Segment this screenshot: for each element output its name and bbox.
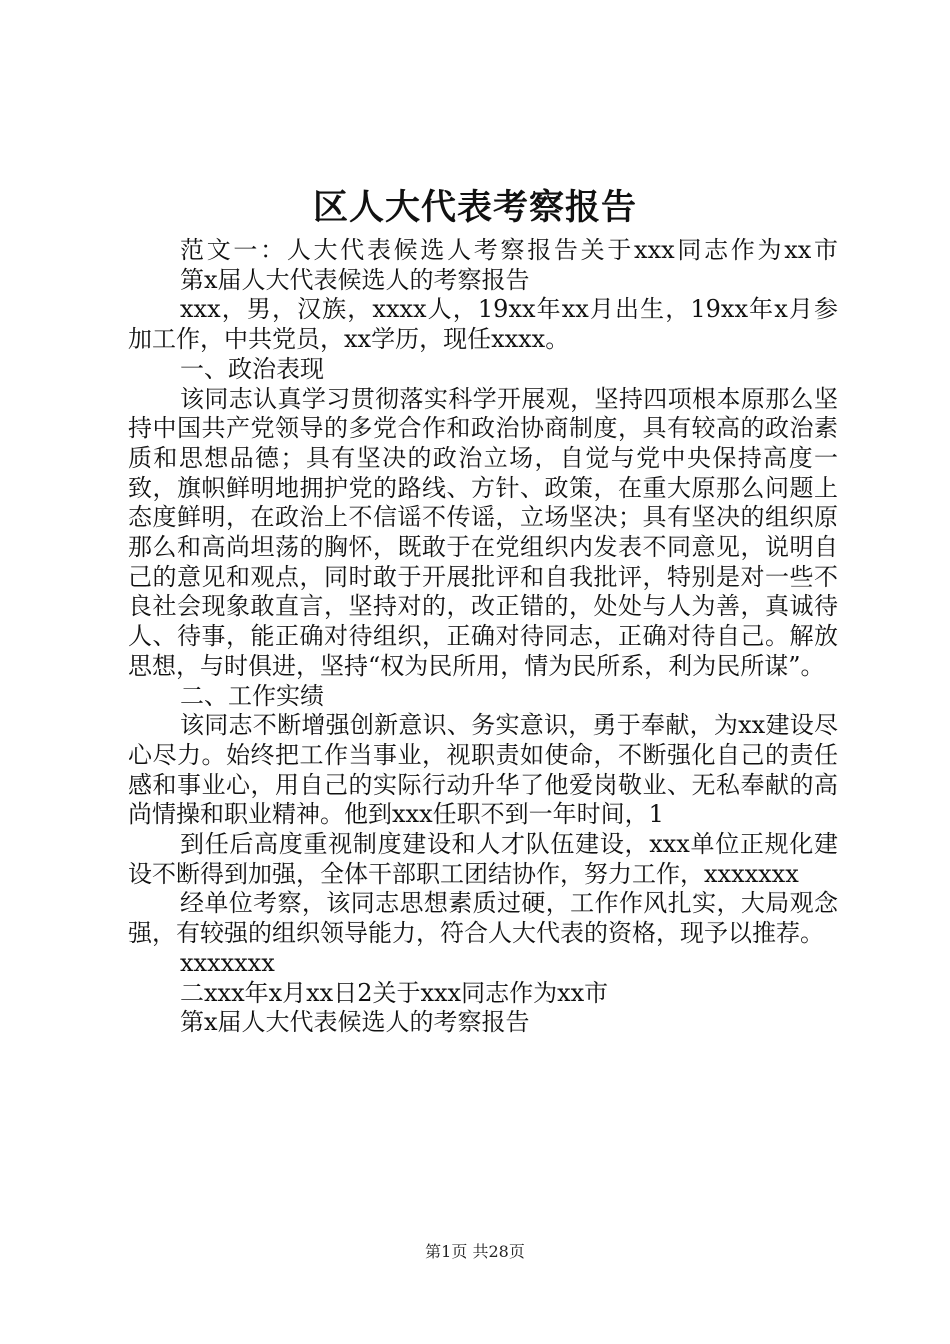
paragraph-politics: 该同志认真学习贯彻落实科学开展观，坚持四项根本原那么坚持中国共产党领导的多党合作和政治协商制度，具有较高的政治素质和思想品德；具有坚决的政治立场，自觉与党中央保持高度一致，旗帜鲜明地拥护党的路线、方针、政策，在重大原那么问题上态度鲜明，在政治上不信谣不传谣，立场坚决；具有坚决的组织原那么和高尚坦荡的胸怀，既敢于在党组织内发表不同意见，说明自己的意见和观点，同时敢于开展批评和自我批评，特别是对一些不良社会现象敢直言，坚持对的，改正错的，处处与人为善，真诚待人、待事，能正确对待组织，正确对待同志，正确对待自己。解放思想，与时俱进，坚持“权为民所用，情为民所系，利为民所谋”。 bbox=[128, 384, 838, 680]
paragraph-intro: 范文一：人大代表候选人考察报告关于xxx同志作为xx市 bbox=[180, 236, 838, 264]
paragraph-report-title: 第x届人大代表候选人的考察报告 bbox=[180, 265, 530, 294]
page-footer bbox=[0, 1240, 950, 1264]
paragraph-work: 该同志不断增强创新意识、务实意识，勇于奉献，为xx建设尽心尽力。始终把工作当事业，视职责如使命，不断强化自己的责任感和事业心，用自己的实际行动升华了他爱岗敬业、无私奉献的高尚情操和职业精神。他到xxx任职不到一年时间，1 bbox=[128, 711, 838, 829]
page-total: 共28页 bbox=[472, 1242, 525, 1261]
document-body bbox=[128, 236, 838, 1038]
paragraph-profile: xxx，男，汉族，xxxx人，19xx年xx月出生，19xx年x月参加工作，中共党员，xx学历，现任xxxx。 bbox=[128, 295, 838, 354]
paragraph-signature: xxxxxxx bbox=[180, 948, 275, 977]
paragraph-conclusion: 经单位考察，该同志思想素质过硬，工作作风扎实，大局观念强，有较强的组织领导能力，符合人大代表的资格，现予以推荐。 bbox=[128, 889, 838, 948]
paragraph-next-report-title: 第x届人大代表候选人的考察报告 bbox=[180, 1008, 530, 1037]
document-title: 区人大代表考察报告 bbox=[312, 187, 637, 228]
paragraph-construction: 到任后高度重视制度建设和人才队伍建设，xxx单位正规化建设不断得到加强，全体干部职工团结协作，努力工作，xxxxxxx bbox=[128, 830, 838, 888]
section-heading-politics: 一、政治表现 bbox=[180, 354, 324, 383]
page-number: 第1页 bbox=[425, 1242, 468, 1261]
paragraph-date: 二xxx年x月xx日2关于xxx同志作为xx市 bbox=[180, 978, 609, 1007]
section-heading-work: 二、工作实绩 bbox=[180, 681, 324, 710]
